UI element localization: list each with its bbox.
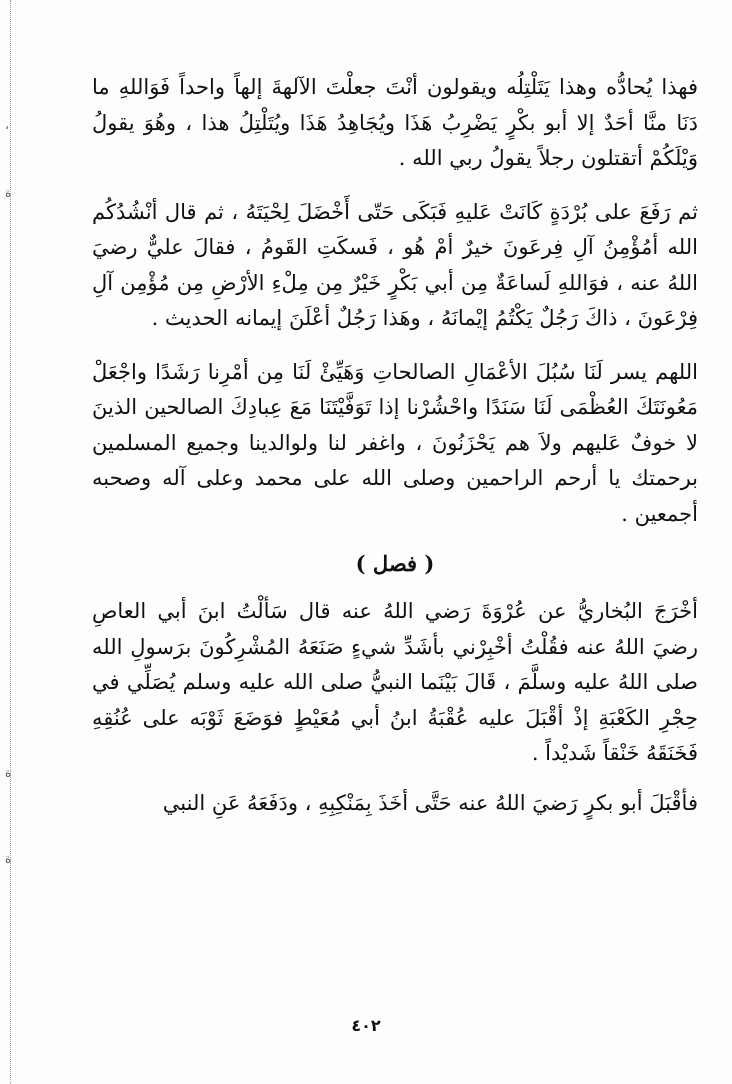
margin-mark: ة xyxy=(5,766,12,780)
margin-mark: ة xyxy=(5,186,12,200)
page-number: ٤٠٢ xyxy=(351,1016,381,1035)
paragraph: ثم رَفَعَ على بُرْدَةٍ كَانَتْ عَليهِ فَبَكَى حَتّى أَخْضَلَ لِحْيَتَهُ ، ثم قال أنْشُدُكُم الله أمُؤْمِنُ آلِ فِرعَونَ خيرٌ أمْ هُو ، فَسكَتِ القَومُ ، فقالَ عليٌّ رضيَ اللهُ عنه ، فوَاللهِ لَساعَةٌ مِن أبي بَكْرٍ خَيْرٌ مِن مِلْءِ الأرْضِ مِن مُؤْمِن آلِ فِرْعَونَ ، ذاكَ رَجُلٌ يَكْتُمُ إيْمانَهُ ، وهَذا رَجُلٌ أعْلَنَ إيمانه الحديث . xyxy=(92,199,698,330)
paragraph: فأقْبَلَ أبو بكرٍ رَضيَ اللهُ عنه حَتَّى أخَذَ بِمَنْكِبِهِ ، ودَفَعَهُ عَنِ النبي xyxy=(162,790,698,815)
prayer-paragraph: اللهم يسر لَنَا سُبُلَ الأعْمَالِ الصالحاتِ وَهَيِّئْ لَنَا مِن أمْرِنا رَشَدًا واجْعَلْ مَعُونَتَكَ العُظْمَى لَنَا سَنَدًا واحْشُرْنا إذا تَوَفَّيْتَنَا مَعَ عِبادِكَ الصالحين الذينَ لا خوفٌ عَليهم ولاَ هم يَحْزَنُونَ ، واغفر لنا ولوالدينا وجميع المسلمين برحمتك يا أرحم الراحمين وصلى الله على محمد وعلى آله وصحبه أجمعين . xyxy=(92,359,698,526)
margin-mark: ، xyxy=(5,118,9,132)
page-left-edge-divider xyxy=(10,0,11,1084)
section-heading: ( فصل ) xyxy=(355,551,435,576)
page-body-text xyxy=(92,70,698,821)
paragraph: فهذا يُحادُّه وهذا يَتَلْتِلُه ويقولون أنْتَ جعلْتَ الآلهةَ إلهاً واحداً فَوَاللهِ ما دَنَا منَّا أحَدٌ إلا أبو بكْرٍ يَضْرِبُ هَذَا ويُجَاهِدُ هَذَا ويُتَلْتِلُ هذا ، وهُوَ يقولُ وَيْلَكُمْ أتقتلون رجلاً يقولُ ربي الله . xyxy=(92,75,698,170)
margin-mark: ة xyxy=(5,852,12,866)
paragraph: أخْرَجَ البُخاريُّ عن عُرْوَةَ رَضي اللهُ عنه قال سَألْتُ ابنَ أبي العاصِ رضيَ اللهُ عنه فقُلْتُ أخْبِرْني بأشَدِّ شيءٍ صَنَعَهُ المُشْرِكُونَ برَسولِ الله صلى اللهُ عليه وسلَّمَ ، قَالَ بَيْنَما النبيُّ صلى الله عليه وسلم يُصَلِّي في حِجْرِ الكَعْبَةِ إذْ أقْبَلَ عليه عُقْبَةُ ابنُ أبي مُعَيْطٍ فوَضَعَ ثَوْبَه على عُنُقِهِ فَخَنَقَهُ خَنْقاً شَديْداً . xyxy=(92,599,698,765)
